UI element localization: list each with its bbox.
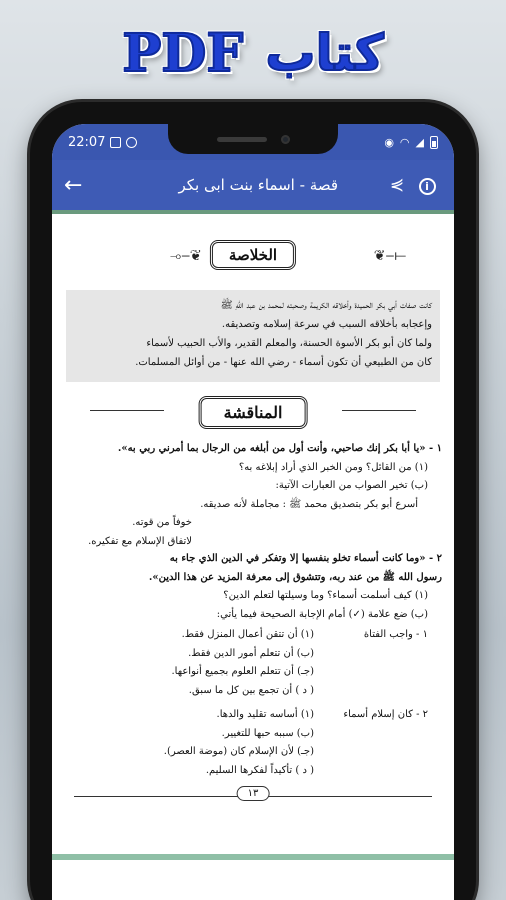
question-line: لاتفاق الإسلام مع تفكيره. bbox=[88, 535, 192, 547]
discussion-heading: المناقشة bbox=[199, 396, 308, 429]
ornament-left: ❦‒⟜ bbox=[170, 248, 201, 264]
banner-book-word: كتاب bbox=[265, 24, 384, 82]
info-icon: i bbox=[419, 178, 436, 195]
divider-left bbox=[90, 410, 164, 411]
info-button[interactable] bbox=[412, 175, 442, 195]
app-bar bbox=[52, 160, 454, 214]
q2b-options bbox=[64, 706, 314, 780]
answer-option: (جـ) أن تتعلم العلوم بجميع أنواعها. bbox=[171, 666, 314, 677]
signal-icon: ◢ bbox=[415, 135, 424, 149]
phone-frame bbox=[30, 102, 476, 900]
front-camera bbox=[281, 135, 290, 144]
answer-option: (١) أساسه تقليد والدها. bbox=[216, 709, 314, 720]
divider-right bbox=[342, 410, 416, 411]
q2b-label bbox=[318, 706, 428, 725]
summary-line: كان من الطبيعي أن تكون أسماء - رضي الله عنها - من أوائل المسلمات. bbox=[135, 357, 432, 368]
answer-option: (ب) سببه حبها للتغيير. bbox=[221, 727, 314, 739]
wifi-icon: ◠ bbox=[399, 135, 410, 149]
share-icon[interactable]: ⋞ bbox=[389, 175, 405, 195]
pdf-page bbox=[52, 214, 454, 854]
next-pdf-page bbox=[52, 860, 454, 900]
banner-pdf-word: PDF bbox=[122, 22, 244, 84]
question-line: (ب) تخير الصواب من العبارات الآتية: bbox=[275, 480, 428, 491]
question-line: خوفاً من قوته. bbox=[132, 517, 192, 528]
page-number: ١٣ bbox=[237, 786, 270, 801]
question-line: (١) كيف أسلمت أسماء؟ وما وسيلتها لتعلم الدين؟ bbox=[223, 590, 428, 601]
summary-line: وإعجابه بأخلاقه السبب في سرعة إسلامه وتصديقه. bbox=[221, 319, 432, 330]
answer-option: ( د ) تأكيداً لفكرها السليم. bbox=[205, 764, 314, 776]
hotspot-icon: ◉ bbox=[384, 135, 394, 149]
q2a-options bbox=[64, 626, 314, 700]
promo-banner bbox=[0, 14, 506, 92]
question-line: رسول الله ﷺ من عند ربه، وتتشوق إلى معرفة المزيد عن هذا الدين». bbox=[148, 571, 442, 583]
summary-line: ولما كان أبو بكر الأسوة الحسنة، والمعلم القدير، والأب الحبيب لأسماء bbox=[146, 338, 432, 349]
summary-box bbox=[66, 290, 440, 382]
q2a-label-text: ١ - واجب الفتاة bbox=[363, 629, 428, 640]
q2a-label bbox=[318, 626, 428, 645]
back-arrow-icon[interactable]: ← bbox=[64, 172, 83, 198]
question-line: ١ - «يا أبا بكر إنك صاحبي، وأنت أول من أبلغه من الرجال بما أمرني ربي به». bbox=[117, 443, 442, 454]
question-line: (ب) ضع علامة (✓) أمام الإجابة الصحيحة فيما يأتي: bbox=[216, 608, 428, 620]
question-line: أسرع أبو بكر بتصديق محمد ﷺ : مجاملة لأنه صديقه. bbox=[200, 498, 418, 510]
answer-option: (ب) أن تتعلم أمور الدين فقط. bbox=[188, 647, 314, 659]
shield-icon bbox=[126, 137, 137, 148]
answer-option: (جـ) لأن الإسلام كان (موضة العصر). bbox=[163, 746, 314, 757]
answer-option: (١) أن تتقن أعمال المنزل فقط. bbox=[181, 629, 314, 640]
speaker-grille bbox=[217, 137, 267, 142]
answer-option: ( د ) أن تجمع بين كل ما سبق. bbox=[188, 684, 314, 696]
question-line: (١) من القائل؟ ومن الخبر الذي أراد إبلاغه به؟ bbox=[238, 461, 428, 473]
phone-screen bbox=[52, 124, 454, 900]
q2b-label-text: ٢ - كان إسلام أسماء bbox=[343, 709, 428, 720]
page-title: قصة - اسماء بنت ابى بكر bbox=[178, 176, 338, 194]
question-two bbox=[64, 550, 442, 624]
ornament-right: ⟞‒❦ bbox=[373, 248, 406, 264]
summary-heading: الخلاصة bbox=[210, 240, 296, 270]
gallery-icon bbox=[110, 137, 121, 148]
status-time: 22:07 bbox=[68, 134, 106, 150]
battery-icon bbox=[430, 136, 438, 149]
summary-line: كانت صفات أبي بكر الحميدة وأخلاقه الكريمة وصحبته لمحمد بن عبد اللهِ ﷺ bbox=[220, 300, 432, 311]
question-one bbox=[64, 440, 442, 551]
phone-notch bbox=[168, 124, 338, 154]
question-line: ٢ - «وما كانت أسماء تخلو بنفسها إلا وتفكر في الدين الذي جاء به bbox=[169, 553, 442, 564]
